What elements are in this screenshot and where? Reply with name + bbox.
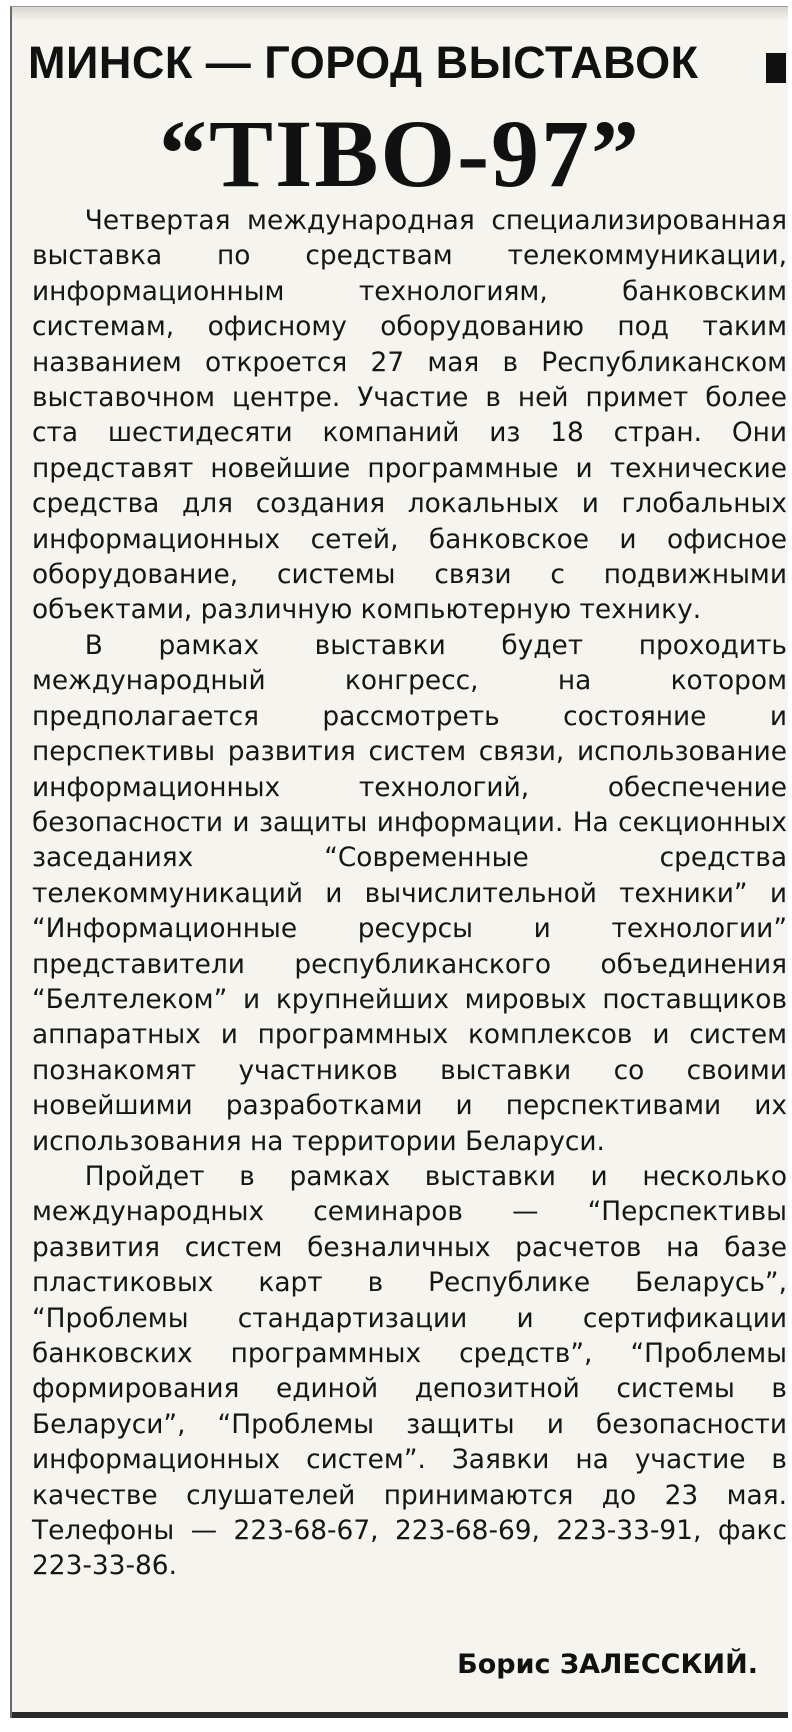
torn-top-edge [12,7,788,21]
rubric-marker-square [766,53,786,83]
newspaper-clipping [10,6,788,1718]
article-title: “TIBO-97” [158,100,642,207]
section-rubric: МИНСК — ГОРОД ВЫСТАВОК [28,37,699,88]
author-byline: Борис ЗАЛЕССКИЙ. [457,1649,758,1680]
article-paragraph-3: Пройдет в рамках выставки и несколько международных семинаров — “Перспективы развития систем безналичных расчетов на базе пластиковых карт в Республике Беларусь”, “Проблемы стандартизации и сертификации банковских программных средств”, “Проблемы формирования единой депозитной системы в Беларуси”, “Проблемы защиты и безопасности информационных систем”. Заявки на участие в качестве слушателей принимаются до 23 мая. Телефоны — 223-68-67, 223-68-69, 223-33-91, факс 223-33-86. [32,1160,787,1582]
article-paragraph-2: В рамках выставки будет проходить международный конгресс, на котором предполагается рассмотреть состояние и перспективы развития систем связи, использование информационных технологий, обеспечение безопасности и защиты информации. На секционных заседаниях “Современные средства телекоммуникаций и вычислительной техники” и “Информационные ресурсы и технологии” представители республиканского объединения “Белтелеком” и крупнейших мировых поставщиков аппаратных и программных комплексов и систем познакомят участников выставки со своими новейшими разработками и перспективами их использования на территории Беларуси. [32,629,787,1157]
bottom-edge-shadow [12,1712,788,1718]
article-body [32,203,787,1584]
article-paragraph-1: Четвертая международная специализированная выставка по средствам телекоммуникации, информационным технологиям, банковским системам, офисному оборудованию под таким названием откроется 27 мая в Республиканском выставочном центре. Участие в ней примет более ста шестидесяти компаний из 18 стран. Они представят новейшие программные и технические средства для создания локальных и глобальных информационных сетей, банковское и офисное оборудование, системы связи с подвижными объектами, различную компьютерную технику. [32,205,787,626]
